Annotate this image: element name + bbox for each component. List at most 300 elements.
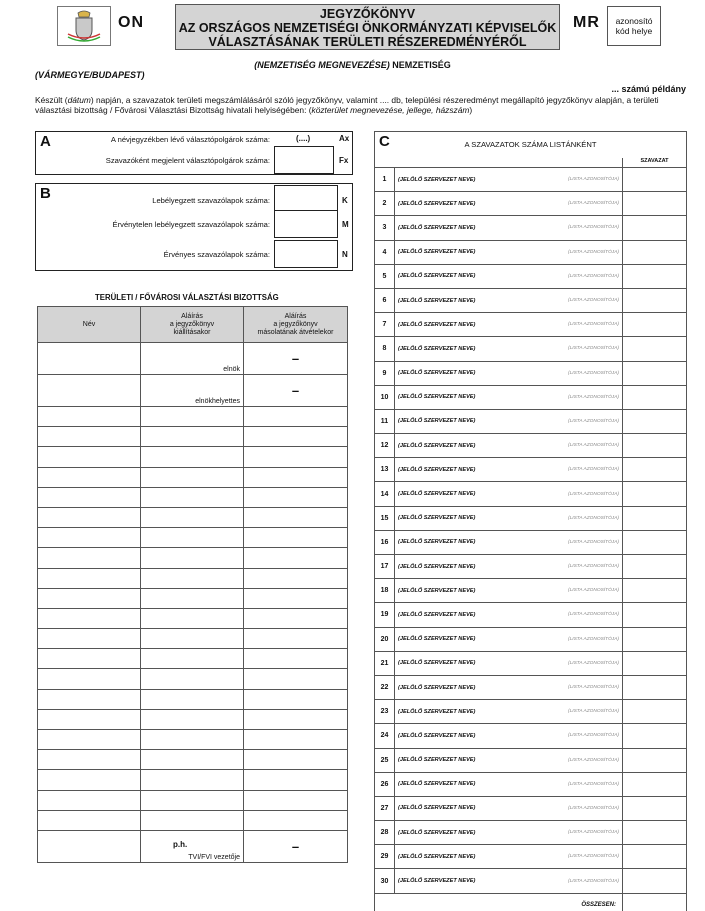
signature-name-cell[interactable] <box>38 649 141 669</box>
member-row <box>38 709 348 729</box>
signature-issue-cell[interactable] <box>141 588 244 608</box>
signature-copy-cell[interactable] <box>244 407 348 427</box>
row-number: 7 <box>375 313 395 337</box>
valid-ballots-code: N <box>342 250 348 259</box>
nominating-org-name: (JELÖLŐ SZERVEZET NEVE) <box>395 821 531 845</box>
signature-copy-cell[interactable] <box>244 507 348 527</box>
votes-field[interactable] <box>623 168 687 192</box>
signature-role-cell[interactable]: elnökhelyettes <box>141 375 244 407</box>
row-number: 26 <box>375 772 395 796</box>
nominating-org-name: (JELÖLŐ SZERVEZET NEVE) <box>395 264 531 288</box>
list-identifier: (LISTA AZONOSÍTÓJA) <box>531 796 623 820</box>
section-a <box>35 131 353 175</box>
vote-list-row <box>375 434 687 458</box>
nominating-org-name: (JELÖLŐ SZERVEZET NEVE) <box>395 240 531 264</box>
row-number: 2 <box>375 192 395 216</box>
col-name-header: Név <box>38 307 141 343</box>
votes-field[interactable] <box>623 627 687 651</box>
vote-list-row <box>375 385 687 409</box>
vote-list-row <box>375 796 687 820</box>
signature-issue-cell[interactable] <box>141 447 244 467</box>
row-number: 9 <box>375 361 395 385</box>
stamped-ballots-code: K <box>342 196 348 205</box>
vote-list-row <box>375 337 687 361</box>
col-sign-copy-header: Aláírás a jegyzőkönyv másolatának átvételekor <box>244 307 348 343</box>
signature-name-cell[interactable] <box>38 709 141 729</box>
id-box-line-1: azonosító <box>615 16 653 26</box>
committee-signature-table <box>37 306 348 863</box>
stamped-ballots-label: Lebélyegzett szavazólapok száma: <box>152 196 270 205</box>
signature-issue-cell[interactable] <box>141 750 244 770</box>
signature-issue-cell[interactable] <box>141 467 244 487</box>
vote-list-row <box>375 506 687 530</box>
signature-name-cell[interactable] <box>38 487 141 507</box>
signature-name-cell[interactable] <box>38 770 141 790</box>
intro-part-3: ) <box>469 105 473 116</box>
nominating-org-name: (JELÖLŐ SZERVEZET NEVE) <box>395 361 531 385</box>
signature-copy-cell[interactable]: – <box>244 343 348 375</box>
intro-part-2: ) napján, a szavazatok területi megszámlálásáról szóló jegyzőkönyv, valamint .... db, települési részeredményt megállapító jegyzőkönyv alapján, a területi választási bizottság / Fővárosi Választási Bizottság hivatali helyiségében: ( <box>35 95 659 116</box>
row-number: 15 <box>375 506 395 530</box>
nominating-org-name: (JELÖLŐ SZERVEZET NEVE) <box>395 772 531 796</box>
county-text: (VÁRMEGYE/BUDAPEST) <box>35 70 145 80</box>
votes-field[interactable] <box>623 724 687 748</box>
signature-copy-cell[interactable] <box>244 790 348 810</box>
vote-list-row <box>375 748 687 772</box>
row-number: 11 <box>375 409 395 433</box>
document-title <box>175 4 560 50</box>
member-row <box>38 810 348 830</box>
row-number: 4 <box>375 240 395 264</box>
votes-column-header: SZAVAZAT <box>623 158 687 168</box>
signature-issue-cell[interactable] <box>141 427 244 447</box>
invalid-ballots-code: M <box>342 220 349 229</box>
form-code-left: ON <box>118 14 144 31</box>
stamped-ballots-field[interactable] <box>274 185 338 211</box>
vote-list-row <box>375 651 687 675</box>
row-number: 14 <box>375 482 395 506</box>
list-identifier: (LISTA AZONOSÍTÓJA) <box>531 627 623 651</box>
member-row <box>38 447 348 467</box>
nominating-org-name: (JELÖLŐ SZERVEZET NEVE) <box>395 385 531 409</box>
row-number: 5 <box>375 264 395 288</box>
appeared-voters-field[interactable] <box>274 146 334 174</box>
signature-copy-cell[interactable] <box>244 608 348 628</box>
list-identifier: (LISTA AZONOSÍTÓJA) <box>531 216 623 240</box>
invalid-ballots-label: Érvénytelen lebélyegzett szavazólapok száma: <box>112 220 270 229</box>
row-number: 28 <box>375 821 395 845</box>
total-row <box>375 893 687 911</box>
list-identifier: (LISTA AZONOSÍTÓJA) <box>531 409 623 433</box>
signature-copy-cell[interactable]: – <box>244 375 348 407</box>
nominating-org-name: (JELÖLŐ SZERVEZET NEVE) <box>395 192 531 216</box>
votes-field[interactable] <box>623 675 687 699</box>
list-identifier: (LISTA AZONOSÍTÓJA) <box>531 772 623 796</box>
votes-field[interactable] <box>623 603 687 627</box>
list-identifier: (LISTA AZONOSÍTÓJA) <box>531 192 623 216</box>
list-identifier: (LISTA AZONOSÍTÓJA) <box>531 530 623 554</box>
nationality-suffix: NEMZETISÉG <box>389 60 451 70</box>
votes-field[interactable] <box>623 530 687 554</box>
member-row <box>38 730 348 750</box>
nominating-org-name: (JELÖLŐ SZERVEZET NEVE) <box>395 748 531 772</box>
signature-copy-cell[interactable] <box>244 447 348 467</box>
votes-field[interactable] <box>623 240 687 264</box>
vote-list-row <box>375 700 687 724</box>
member-row <box>38 528 348 548</box>
signature-name-cell[interactable] <box>38 548 141 568</box>
vote-list-row <box>375 288 687 312</box>
invalid-ballots-field[interactable] <box>274 210 338 238</box>
list-identifier: (LISTA AZONOSÍTÓJA) <box>531 724 623 748</box>
signature-name-cell[interactable] <box>38 568 141 588</box>
vote-list-row <box>375 869 687 893</box>
vote-list-row <box>375 264 687 288</box>
nominating-org-name: (JELÖLŐ SZERVEZET NEVE) <box>395 796 531 820</box>
list-identifier: (LISTA AZONOSÍTÓJA) <box>531 458 623 482</box>
chair-row <box>38 343 348 375</box>
row-number: 23 <box>375 700 395 724</box>
row-number: 17 <box>375 555 395 579</box>
vote-list-row <box>375 530 687 554</box>
vote-list-row <box>375 821 687 845</box>
list-identifier: (LISTA AZONOSÍTÓJA) <box>531 869 623 893</box>
signature-issue-cell[interactable] <box>141 548 244 568</box>
vote-list-row <box>375 216 687 240</box>
vote-list-row <box>375 603 687 627</box>
signature-copy-cell[interactable] <box>244 770 348 790</box>
member-row <box>38 507 348 527</box>
signature-name-cell[interactable] <box>38 427 141 447</box>
signature-copy-cell[interactable] <box>244 689 348 709</box>
section-c-title-cell <box>375 132 687 158</box>
signature-issue-cell[interactable] <box>141 689 244 709</box>
signature-copy-cell[interactable] <box>244 427 348 447</box>
signature-copy-cell[interactable] <box>244 750 348 770</box>
row-number: 16 <box>375 530 395 554</box>
office-head-row <box>38 830 348 862</box>
appeared-voters-code: Fx <box>339 156 349 165</box>
votes-field[interactable] <box>623 845 687 869</box>
row-number: 13 <box>375 458 395 482</box>
signature-issue-cell[interactable] <box>141 669 244 689</box>
section-c-letter: C <box>379 133 390 150</box>
list-identifier: (LISTA AZONOSÍTÓJA) <box>531 288 623 312</box>
signature-copy-cell[interactable] <box>244 709 348 729</box>
intro-paragraph <box>35 95 690 116</box>
member-row <box>38 790 348 810</box>
votes-field[interactable] <box>623 579 687 603</box>
list-identifier: (LISTA AZONOSÍTÓJA) <box>531 361 623 385</box>
votes-field[interactable] <box>623 651 687 675</box>
title-line-1: JEGYZŐKÖNYV <box>319 7 416 21</box>
nominating-org-name: (JELÖLŐ SZERVEZET NEVE) <box>395 506 531 530</box>
signature-role-cell[interactable]: elnök <box>141 343 244 375</box>
title-line-2: AZ ORSZÁGOS NEMZETISÉGI ÖNKORMÁNYZATI KÉPVISELŐK <box>178 21 557 35</box>
votes-field[interactable] <box>623 434 687 458</box>
row-number: 1 <box>375 168 395 192</box>
member-row <box>38 548 348 568</box>
list-identifier: (LISTA AZONOSÍTÓJA) <box>531 555 623 579</box>
signature-name-cell[interactable] <box>38 588 141 608</box>
signature-copy-cell[interactable] <box>244 568 348 588</box>
nominating-org-name: (JELÖLŐ SZERVEZET NEVE) <box>395 409 531 433</box>
copy-number: ... számú példány <box>611 84 686 94</box>
intro-place: közterület megnevezése, jellege, házszám <box>311 105 470 116</box>
signature-copy-cell[interactable] <box>244 548 348 568</box>
votes-field[interactable] <box>623 869 687 893</box>
signature-copy-cell[interactable]: – <box>244 830 348 862</box>
signature-name-cell[interactable] <box>38 730 141 750</box>
row-number: 12 <box>375 434 395 458</box>
nominating-org-name: (JELÖLŐ SZERVEZET NEVE) <box>395 434 531 458</box>
vote-list-row <box>375 361 687 385</box>
row-number: 21 <box>375 651 395 675</box>
vote-list-row <box>375 845 687 869</box>
votes-field[interactable] <box>623 288 687 312</box>
member-row <box>38 427 348 447</box>
signature-name-cell[interactable] <box>38 467 141 487</box>
id-box-line-2: kód helye <box>615 26 653 36</box>
list-identifier: (LISTA AZONOSÍTÓJA) <box>531 845 623 869</box>
votes-field[interactable] <box>623 506 687 530</box>
signature-name-cell[interactable] <box>38 507 141 527</box>
appeared-voters-label: Szavazóként megjelent választópolgárok száma: <box>105 156 270 165</box>
valid-ballots-field[interactable] <box>274 240 338 268</box>
title-line-3: VÁLASZTÁSÁNAK TERÜLETI RÉSZEREDMÉNYÉRŐL <box>208 35 527 49</box>
member-row <box>38 487 348 507</box>
list-identifier: (LISTA AZONOSÍTÓJA) <box>531 313 623 337</box>
nominating-org-name: (JELÖLŐ SZERVEZET NEVE) <box>395 579 531 603</box>
nominating-org-name: (JELÖLŐ SZERVEZET NEVE) <box>395 627 531 651</box>
nominating-org-name: (JELÖLŐ SZERVEZET NEVE) <box>395 288 531 312</box>
votes-field[interactable] <box>623 361 687 385</box>
votes-field[interactable] <box>623 409 687 433</box>
votes-field[interactable] <box>623 772 687 796</box>
votes-field[interactable] <box>623 313 687 337</box>
list-identifier: (LISTA AZONOSÍTÓJA) <box>531 264 623 288</box>
intro-part-1: Készült ( <box>35 95 68 105</box>
signature-name-cell[interactable] <box>38 629 141 649</box>
signature-issue-cell[interactable] <box>141 709 244 729</box>
list-identifier: (LISTA AZONOSÍTÓJA) <box>531 506 623 530</box>
vote-list-row <box>375 409 687 433</box>
signature-name-cell[interactable] <box>38 447 141 467</box>
signature-copy-cell[interactable] <box>244 730 348 750</box>
nationality-line <box>0 60 705 70</box>
list-identifier: (LISTA AZONOSÍTÓJA) <box>531 651 623 675</box>
vote-list-row <box>375 482 687 506</box>
list-identifier: (LISTA AZONOSÍTÓJA) <box>531 240 623 264</box>
list-identifier: (LISTA AZONOSÍTÓJA) <box>531 700 623 724</box>
nominating-org-name: (JELÖLŐ SZERVEZET NEVE) <box>395 869 531 893</box>
signature-name-cell[interactable] <box>38 790 141 810</box>
signature-name-cell[interactable] <box>38 689 141 709</box>
section-c-title-row <box>375 132 687 158</box>
list-identifier: (LISTA AZONOSÍTÓJA) <box>531 482 623 506</box>
member-row <box>38 689 348 709</box>
signature-copy-cell[interactable] <box>244 629 348 649</box>
votes-field[interactable] <box>623 264 687 288</box>
member-row <box>38 568 348 588</box>
nationality-placeholder: (NEMZETISÉG MEGNEVEZÉSE) <box>254 60 390 70</box>
form-code-right: MR <box>573 14 600 31</box>
row-number: 8 <box>375 337 395 361</box>
nominating-org-name: (JELÖLŐ SZERVEZET NEVE) <box>395 845 531 869</box>
nominating-org-name: (JELÖLŐ SZERVEZET NEVE) <box>395 603 531 627</box>
signature-issue-cell[interactable] <box>141 487 244 507</box>
member-row <box>38 649 348 669</box>
signature-name-cell[interactable] <box>38 669 141 689</box>
votes-field[interactable] <box>623 748 687 772</box>
member-row <box>38 608 348 628</box>
signature-name-cell[interactable] <box>38 750 141 770</box>
signature-copy-cell[interactable] <box>244 528 348 548</box>
row-number: 18 <box>375 579 395 603</box>
row-number: 6 <box>375 288 395 312</box>
vote-list-row <box>375 772 687 796</box>
vote-list-row <box>375 724 687 748</box>
section-a-letter: A <box>40 133 51 150</box>
signature-issue-cell[interactable] <box>141 407 244 427</box>
signature-name-cell[interactable] <box>38 528 141 548</box>
nominating-org-name: (JELÖLŐ SZERVEZET NEVE) <box>395 458 531 482</box>
nominating-org-name: (JELÖLŐ SZERVEZET NEVE) <box>395 337 531 361</box>
signature-issue-cell[interactable] <box>141 770 244 790</box>
vote-list-row <box>375 240 687 264</box>
signature-issue-cell[interactable] <box>141 629 244 649</box>
signature-name-cell[interactable] <box>38 407 141 427</box>
votes-field[interactable] <box>623 337 687 361</box>
votes-field[interactable] <box>623 555 687 579</box>
list-identifier: (LISTA AZONOSÍTÓJA) <box>531 675 623 699</box>
list-identifier: (LISTA AZONOSÍTÓJA) <box>531 434 623 458</box>
intro-date: dátum <box>67 95 91 105</box>
nominating-org-name: (JELÖLŐ SZERVEZET NEVE) <box>395 216 531 240</box>
list-identifier: (LISTA AZONOSÍTÓJA) <box>531 748 623 772</box>
nominating-org-name: (JELÖLŐ SZERVEZET NEVE) <box>395 168 531 192</box>
signature-role-cell[interactable]: TVI/FVI vezetője <box>141 830 244 862</box>
list-identifier: (LISTA AZONOSÍTÓJA) <box>531 168 623 192</box>
section-c-col-header-row <box>375 158 687 168</box>
signature-copy-cell[interactable] <box>244 810 348 830</box>
vote-list-row <box>375 579 687 603</box>
member-row <box>38 407 348 427</box>
member-row <box>38 669 348 689</box>
vote-list-row <box>375 675 687 699</box>
section-b <box>35 183 353 271</box>
list-identifier: (LISTA AZONOSÍTÓJA) <box>531 603 623 627</box>
signature-issue-cell[interactable] <box>141 568 244 588</box>
signature-issue-cell[interactable] <box>141 790 244 810</box>
total-votes-field[interactable] <box>623 893 687 911</box>
row-number: 3 <box>375 216 395 240</box>
total-label: ÖSSZESEN: <box>375 893 623 911</box>
vote-list-row <box>375 458 687 482</box>
member-row <box>38 770 348 790</box>
signature-copy-cell[interactable] <box>244 588 348 608</box>
col-sign-issue-header: Aláírás a jegyzőkönyv kiállításakor <box>141 307 244 343</box>
member-row <box>38 588 348 608</box>
list-identifier: (LISTA AZONOSÍTÓJA) <box>531 337 623 361</box>
vote-list-row <box>375 192 687 216</box>
votes-field[interactable] <box>623 385 687 409</box>
id-code-box <box>607 6 661 46</box>
signature-issue-cell[interactable] <box>141 730 244 750</box>
section-c-spacer <box>375 158 623 168</box>
list-identifier: (LISTA AZONOSÍTÓJA) <box>531 821 623 845</box>
signature-issue-cell[interactable] <box>141 810 244 830</box>
signature-name-cell[interactable] <box>38 608 141 628</box>
votes-field[interactable] <box>623 796 687 820</box>
nominating-org-name: (JELÖLŐ SZERVEZET NEVE) <box>395 724 531 748</box>
votes-field[interactable] <box>623 700 687 724</box>
votes-field[interactable] <box>623 458 687 482</box>
row-number: 10 <box>375 385 395 409</box>
stamp-place: p.h. <box>173 840 188 849</box>
vote-list-row <box>375 627 687 651</box>
registered-voters-code: Ax <box>339 134 350 143</box>
nominating-org-name: (JELÖLŐ SZERVEZET NEVE) <box>395 651 531 675</box>
signature-name-cell[interactable] <box>38 810 141 830</box>
signature-copy-cell[interactable] <box>244 487 348 507</box>
votes-field[interactable] <box>623 482 687 506</box>
vote-list-row <box>375 168 687 192</box>
signature-issue-cell[interactable] <box>141 507 244 527</box>
signature-issue-cell[interactable] <box>141 608 244 628</box>
nominating-org-name: (JELÖLŐ SZERVEZET NEVE) <box>395 313 531 337</box>
signature-copy-cell[interactable] <box>244 467 348 487</box>
section-c-votes-table <box>374 131 687 911</box>
row-number: 20 <box>375 627 395 651</box>
list-identifier: (LISTA AZONOSÍTÓJA) <box>531 385 623 409</box>
row-number: 30 <box>375 869 395 893</box>
votes-field[interactable] <box>623 821 687 845</box>
row-number: 25 <box>375 748 395 772</box>
row-number: 29 <box>375 845 395 869</box>
registered-voters-value: (....) <box>296 134 311 143</box>
signature-issue-cell[interactable] <box>141 649 244 669</box>
nominating-org-name: (JELÖLŐ SZERVEZET NEVE) <box>395 530 531 554</box>
row-number: 24 <box>375 724 395 748</box>
committee-title: TERÜLETI / FŐVÁROSI VÁLASZTÁSI BIZOTTSÁG <box>95 293 279 302</box>
votes-field[interactable] <box>623 192 687 216</box>
county-placeholder <box>35 70 145 80</box>
coat-of-arms-icon <box>57 6 111 46</box>
signature-copy-cell[interactable] <box>244 649 348 669</box>
nominating-org-name: (JELÖLŐ SZERVEZET NEVE) <box>395 482 531 506</box>
section-b-letter: B <box>40 185 51 202</box>
signature-name-cell[interactable] <box>38 830 141 862</box>
row-number: 22 <box>375 675 395 699</box>
votes-field[interactable] <box>623 216 687 240</box>
vote-list-row <box>375 555 687 579</box>
vote-list-row <box>375 313 687 337</box>
member-row <box>38 467 348 487</box>
signature-issue-cell[interactable] <box>141 528 244 548</box>
signature-copy-cell[interactable] <box>244 669 348 689</box>
member-row <box>38 629 348 649</box>
signature-name-cell[interactable] <box>38 375 141 407</box>
row-number: 19 <box>375 603 395 627</box>
vice-chair-row <box>38 375 348 407</box>
list-identifier: (LISTA AZONOSÍTÓJA) <box>531 579 623 603</box>
section-c-title: A SZAVAZATOK SZÁMA LISTÁNKÉNT <box>464 140 597 150</box>
committee-header-row <box>38 307 348 343</box>
signature-name-cell[interactable] <box>38 343 141 375</box>
member-row <box>38 750 348 770</box>
nominating-org-name: (JELÖLŐ SZERVEZET NEVE) <box>395 700 531 724</box>
